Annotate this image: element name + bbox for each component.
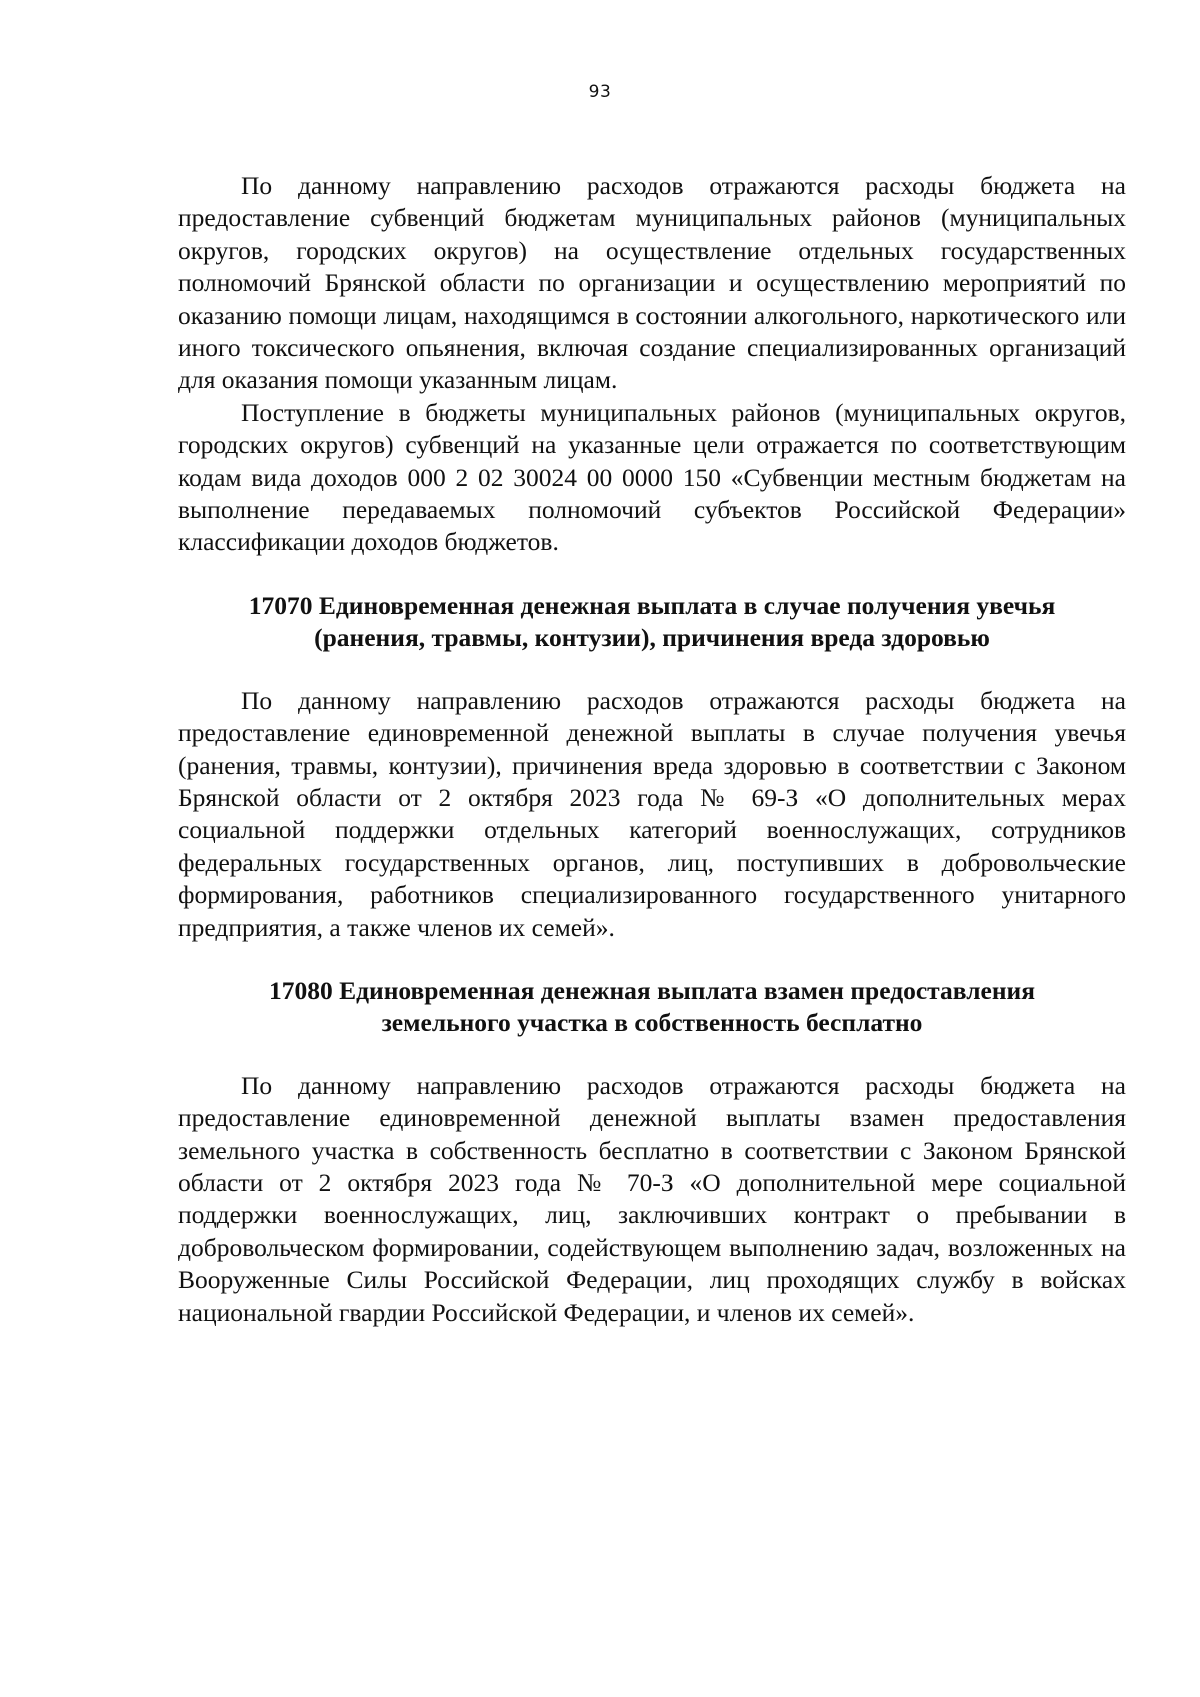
section-heading-17070-line2: (ранения, травмы, контузии), причинения вреда здоровью: [314, 623, 990, 653]
section-heading-17080-line1: 17080 Единовременная денежная выплата взамен предоставления: [268, 975, 1036, 1005]
document-body: [178, 170, 1126, 1329]
section-heading-17070-line1: 17070 Единовременная денежная выплата в случае получения увечья: [248, 590, 1056, 620]
paragraph-17080-description: По данному направлению расходов отражаются расходы бюджета на предоставление единовременной денежной выплаты взамен предоставления земельного участка в собственность бесплатно в соответствии с Законом Брянской области от 2 октября 2023 года № 70-З «О дополнительной мере социальной поддержки военнослужащих, лиц, заключивших контракт о пребывании в добровольческом формировании, содействующем выполнению задач, возложенных на Вооруженные Силы Российской Федерации, лиц проходящих службу в войсках национальной гвардии Российской Федерации, и членов их семей».: [178, 1070, 1126, 1327]
paragraph-17070-description: По данному направлению расходов отражаются расходы бюджета на предоставление единовременной денежной выплаты в случае получения увечья (ранения, травмы, контузии), причинения вреда здоровью в соответствии с Законом Брянской области от 2 октября 2023 года № 69-З «О дополнительных мерах социальной поддержки отдельных категорий военнослужащих, сотрудников федеральных государственных органов, лиц, поступивших в добровольческие формирования, работников специализированного государственного унитарного предприятия, а также членов их семей».: [178, 685, 1126, 942]
section-heading-17080-line2: земельного участка в собственность бесплатно: [381, 1008, 923, 1038]
paragraph-subventions-revenue-codes: Поступление в бюджеты муниципальных районов (муниципальных округов, городских округов) субвенций на указанные цели отражается по соответствующим кодам вида доходов 000 2 02 30024 00 0000 150 «Субвенции местным бюджетам на выполнение передаваемых полномочий субъектов Российской Федерации» классификации доходов бюджетов.: [178, 397, 1126, 557]
section-heading-17080: [178, 975, 1126, 1040]
page-number: 93: [588, 82, 612, 102]
section-heading-17070: [178, 590, 1126, 655]
paragraph-subventions-description: По данному направлению расходов отражаются расходы бюджета на предоставление субвенций бюджетам муниципальных районов (муниципальных округов, городских округов) на осуществление отдельных государственных полномочий Брянской области по организации и осуществлению мероприятий по оказанию помощи лицам, находящимся в состоянии алкогольного, наркотического или иного токсического опьянения, включая создание специализированных организаций для оказания помощи указанным лицам.: [178, 171, 1126, 395]
